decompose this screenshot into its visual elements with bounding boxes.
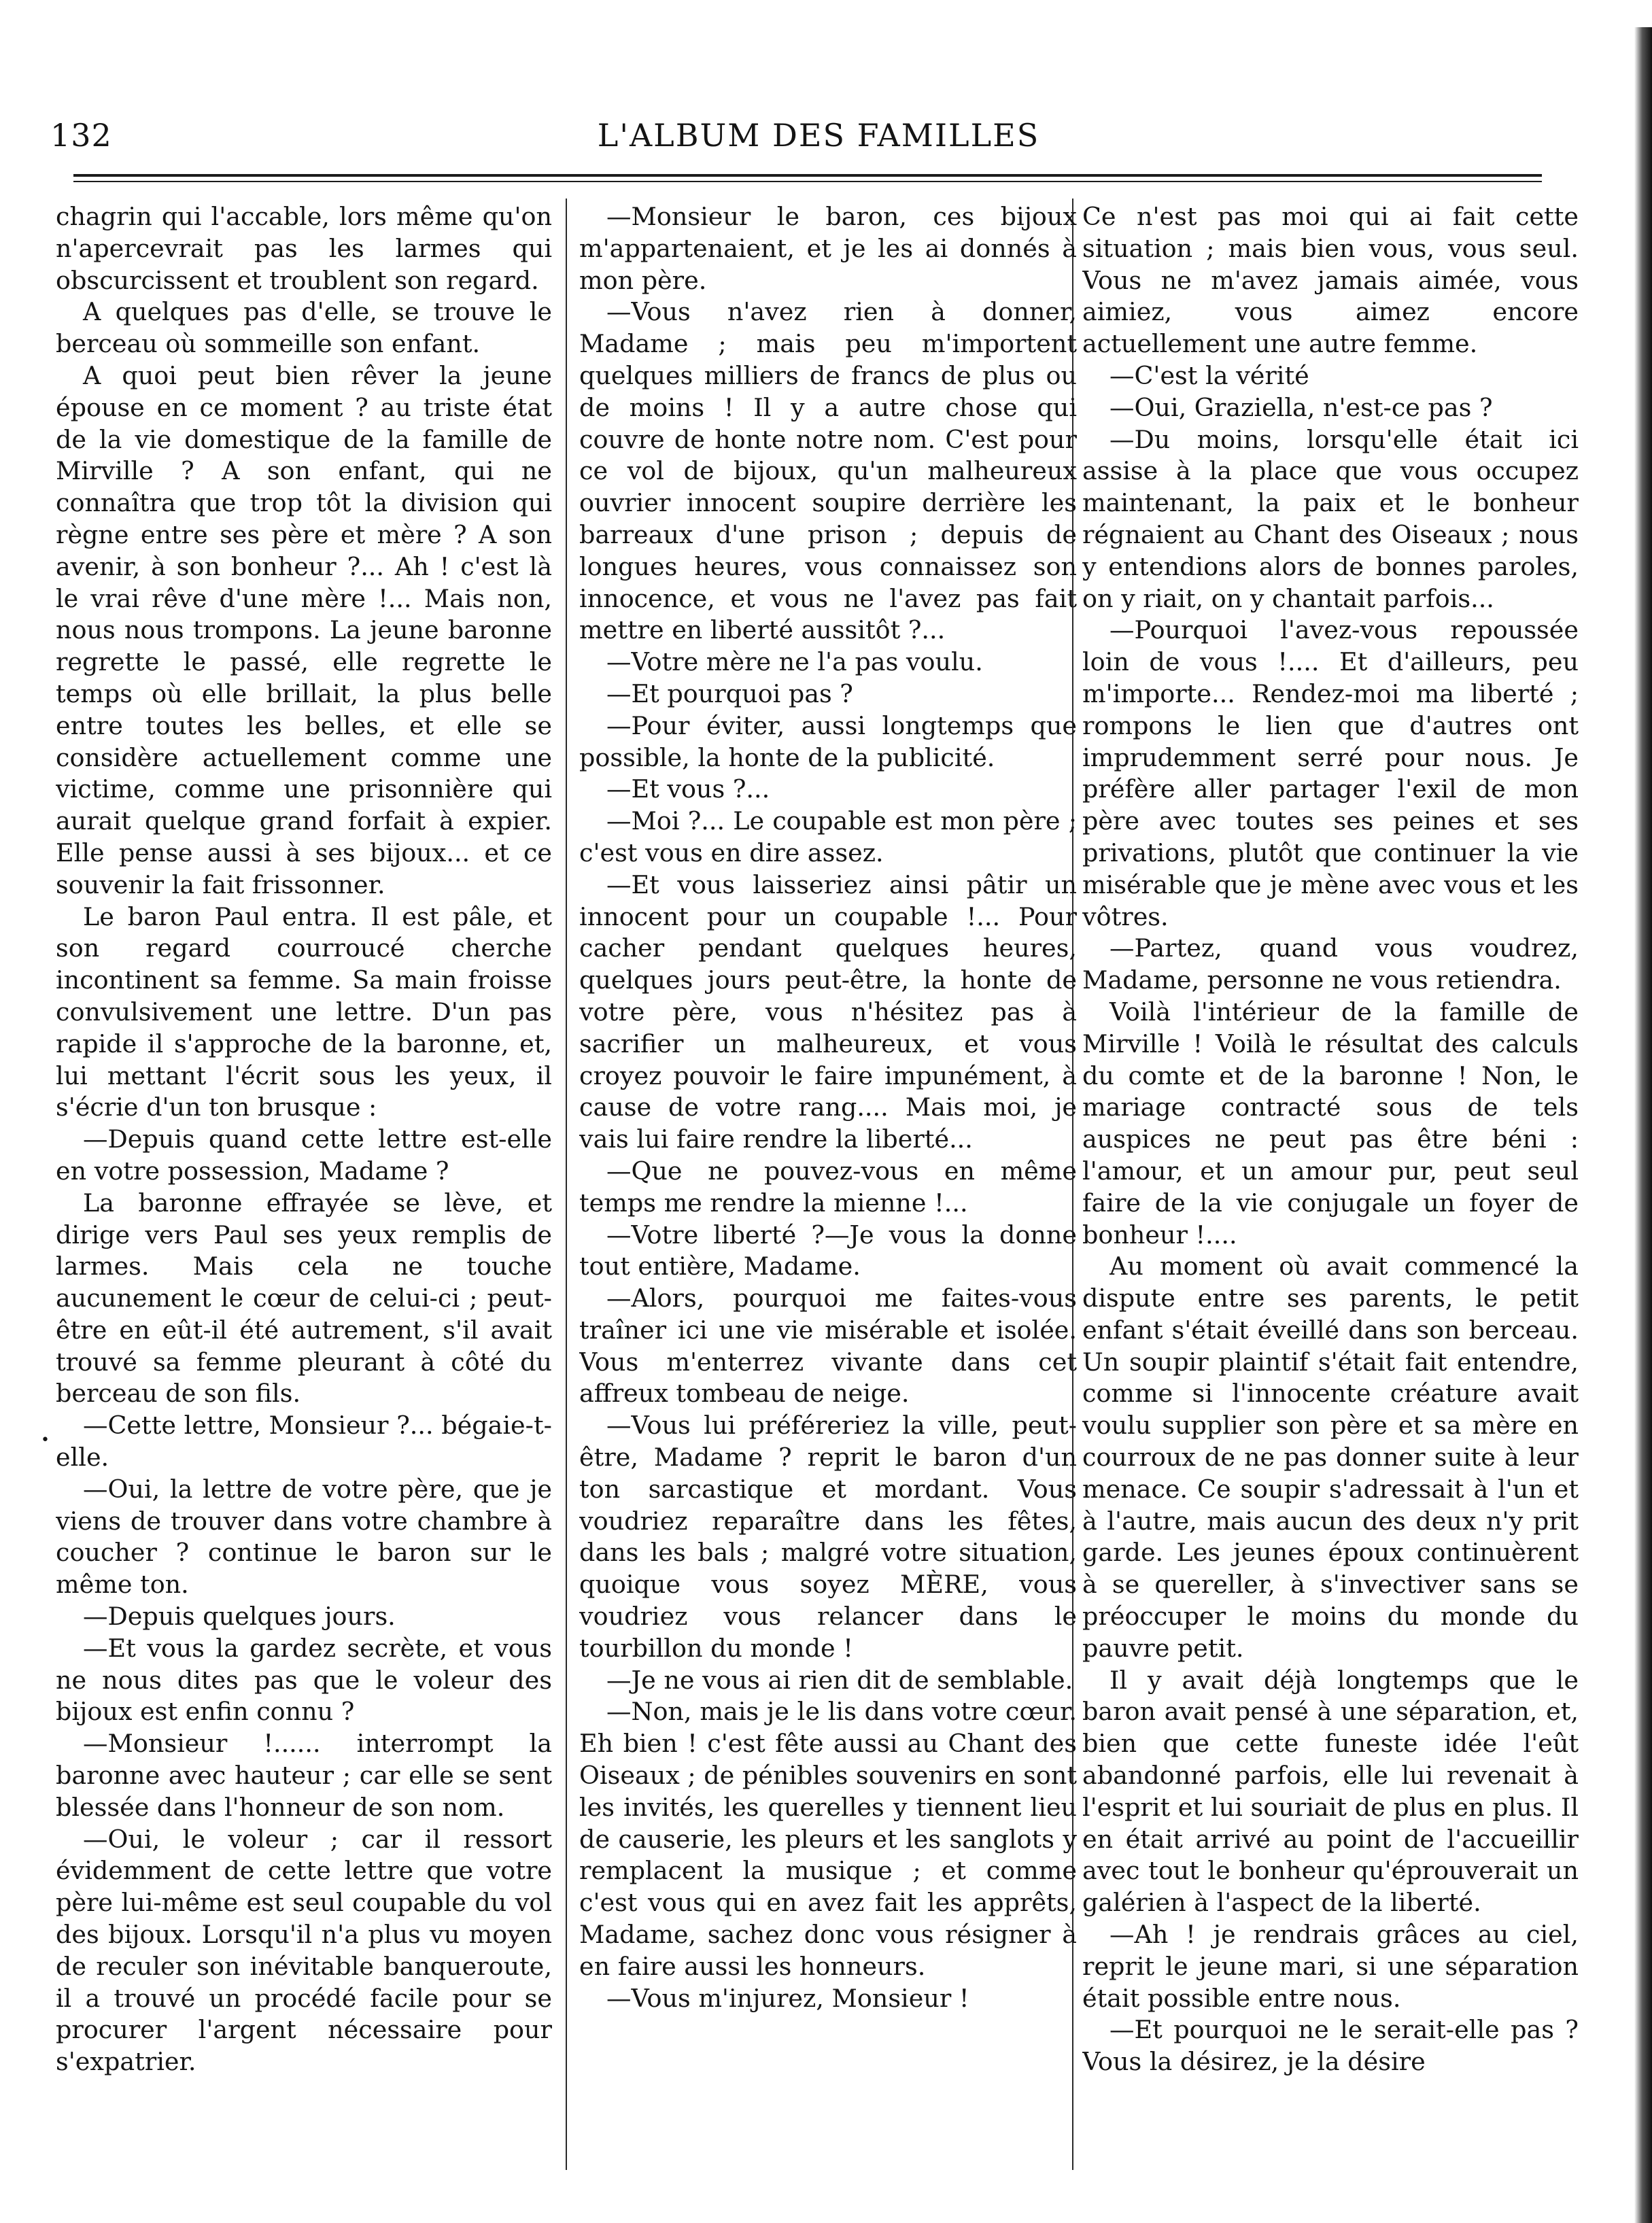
text-column-2 [579,201,1077,2173]
text-column-1 [56,201,552,2173]
paragraph: —Moi ?... Le coupable est mon père ; c'est vous en dire assez. [579,806,1077,867]
paragraph: —Oui, la lettre de votre père, que je viens de trouver dans votre chambre à coucher ? continue le baron sur le même ton. [56,1474,552,1600]
paragraph: A quoi peut bien rêver la jeune épouse en ce moment ? au triste état de la vie domestique de la famille de Mirville ? A son enfant, qui ne connaîtra que trop tôt la division qui règne entre ses père et mère ? A son avenir, à son bonheur ?... Ah ! c'est là le vrai rêve d'une mère !... Mais non, nous nous trompons. La jeune baronne regrette le passé, elle regrette le temps où elle brillait, la plus belle entre toutes les belles, et elle se considère actuellement comme une victime, comme une prisonnière qui aurait quelque grand forfait à expier. Elle pense aussi à ses bijoux... et ce souvenir la fait frissonner. [56,360,552,899]
paragraph: —Et vous la gardez secrète, et vous ne nous dites pas que le voleur des bijoux est enfin connu ? [56,1633,552,1727]
paragraph: —Monsieur le baron, ces bijoux m'appartenaient, et je les ai donnés à mon père. [579,202,1077,295]
paragraph: —Du moins, lorsqu'elle était ici assise à la place que vous occupez maintenant, la paix et le bonheur régnaient au Chant des Oiseaux ; nous y entendions alors de bonnes paroles, on y riait, on y chantait parfois... [1082,424,1579,613]
paragraph: —Votre liberté ?—Je vous la donne tout entière, Madame. [579,1220,1077,1281]
paragraph: A quelques pas d'elle, se trouve le berceau où sommeille son enfant. [56,297,552,359]
paragraph: —Alors, pourquoi me faites-vous traîner ici une vie misérable et isolée. Vous m'enterrez vivante dans cet affreux tombeau de neige. [579,1283,1077,1409]
running-title: L'ALBUM DES FAMILLES [597,117,1040,154]
paragraph: —Non, mais je le lis dans votre cœur. Eh bien ! c'est fête aussi au Chant des Oiseaux ; de pénibles souvenirs en sont les invités, les querelles y tiennent lieu de causerie, les pleurs et les sanglots y remplacent la musique ; et comme c'est vous qui en avez fait les apprêts, Madame, sachez donc vous résigner à en faire aussi les honneurs. [579,1697,1077,1981]
paragraph: Au moment où avait commencé la dispute entre ses parents, le petit enfant s'était éveillé dans son berceau. Un soupir plaintif s'était fait entendre, comme si l'innocente créature avait voulu supplier son père et sa mère en courroux de ne pas donner suite à leur menace. Ce soupir s'adressait à l'un et à l'autre, mais aucun des deux n'y prit garde. Les jeunes époux continuèrent à se quereller, à s'invectiver sans se préoccuper le moins du monde du pauvre petit. [1082,1252,1579,1663]
paragraph: —Vous m'injurez, Monsieur ! [606,1983,969,2013]
paragraph: Ce n'est pas moi qui ai fait cette situation ; mais bien vous, vous seul. Vous ne m'avez jamais aimée, vous aimiez, vous aimez encore actuellement une autre femme. [1082,202,1579,359]
page-header [50,117,1587,171]
paragraph: —Oui, le voleur ; car il ressort évidemment de cette lettre que votre père lui-même est seul coupable du vol des bijoux. Lorsqu'il n'a plus vu moyen de reculer son inévitable banqueroute, il a trouvé un procédé facile pour se procurer l'argent nécessaire pour s'expatrier. [56,1824,552,2077]
paragraph: —Monsieur !...... interrompt la baronne avec hauteur ; car elle se sent blessée dans l'honneur de son nom. [56,1729,552,1822]
paragraph: Le baron Paul entra. Il est pâle, et son regard courroucé cherche incontinent sa femme. Sa main froisse convulsivement une lettre. D'un pas rapide il s'approche de la baronne, et, lui mettant l'écrit sous les yeux, il s'écrie d'un ton brusque : [56,901,552,1122]
paragraph: —Depuis quelques jours. [83,1602,396,1632]
column-divider [566,199,567,2170]
paragraph: —Oui, Graziella, n'est-ce pas ? [1109,392,1493,422]
paragraph: —Pourquoi l'avez-vous repoussée loin de vous !.... Et d'ailleurs, peu m'importe... Rendez-moi ma liberté ; rompons le lien que d'autres ont imprudemment serré pour nous. Je préfère aller partager l'exil de mon père avec toutes ses peines et ses privations, plutôt que continuer la vie misérable que je mène avec vous et les vôtres. [1082,615,1579,931]
paragraph: chagrin qui l'accable, lors même qu'on n'apercevrait pas les larmes qui obscurcissent et troublent son regard. [56,202,552,295]
paragraph: —Cette lettre, Monsieur ?... bégaie-t-elle. [56,1411,552,1472]
header-rule-thin [73,181,1542,182]
paragraph: —Depuis quand cette lettre est-elle en votre possession, Madame ? [56,1124,552,1186]
paragraph: —Et vous laisseriez ainsi pâtir un innocent pour un coupable !... Pour cacher pendant quelques heures, quelques jours peut-être, la honte de votre père, vous n'hésitez pas à sacrifier un malheureux, et vous croyez pouvoir le faire impunément, à cause de votre rang.... Mais moi, je vais lui faire rendre la liberté... [579,869,1077,1154]
paragraph: —Et vous ?... [606,774,770,804]
text-column-3 [1082,201,1579,2173]
paragraph: —Pour éviter, aussi longtemps que possible, la honte de la publicité. [579,710,1077,772]
stray-ink-mark: • [41,1432,50,1449]
header-rule-thick [73,174,1542,177]
paragraph: —Vous lui préféreriez la ville, peut-être, Madame ? reprit le baron d'un ton sarcastique et mordant. Vous voudriez reparaître dans les fêtes, dans les bals ; malgré votre situation, quoique vous soyez MÈRE, vous voudriez vous relancer dans le tourbillon du monde ! [579,1411,1077,1663]
paragraph: Voilà l'intérieur de la famille de Mirville ! Voilà le résultat des calculs du comte et de la baronne ! Non, le mariage contracté sous de tels auspices ne peut pas être béni : l'amour, et un amour pur, peut seul faire de la vie conjugale un foyer de bonheur !.... [1082,997,1579,1250]
page-number: 132 [50,117,112,154]
page-edge-shadow [1634,27,1652,2223]
paragraph: —Partez, quand vous voudrez, Madame, personne ne vous retiendra. [1082,933,1579,995]
paragraph: —Et pourquoi ne le serait-elle pas ? Vous la désirez, je la désire [1082,2015,1579,2077]
paragraph: —C'est la vérité [1109,360,1309,390]
paragraph: Il y avait déjà longtemps que le baron avait pensé à une séparation, et, bien que cette funeste idée l'eût abandonné parfois, elle lui revenait à l'esprit et lui souriait de plus en plus. Il en était arrivé au point de l'accueillir avec tout le bonheur qu'éprouverait un galérien à l'aspect de la liberté. [1082,1665,1579,1918]
paragraph: —Vous n'avez rien à donner, Madame ; mais peu m'importent quelques milliers de francs de plus ou de moins ! Il y a autre chose qui couvre de honte notre nom. C'est pour ce vol de bijoux, qu'un malheureux ouvrier innocent soupire derrière les barreaux d'une prison ; depuis de longues heures, vous connaissez son innocence, et vous ne l'avez pas fait mettre en liberté aussitôt ?... [579,297,1077,645]
paragraph: —Et pourquoi pas ? [606,678,853,708]
paragraph: —Votre mère ne l'a pas voulu. [606,647,983,677]
paragraph: —Ah ! je rendrais grâces au ciel, reprit le jeune mari, si une séparation était possible entre nous. [1082,1920,1579,2013]
paragraph: —Je ne vous ai rien dit de semblable. [606,1665,1073,1695]
paragraph: —Que ne pouvez-vous en même temps me rendre la mienne !... [579,1156,1077,1218]
paragraph: La baronne effrayée se lève, et dirige vers Paul ses yeux remplis de larmes. Mais cela ne touche aucunement le cœur de celui-ci ; peut-être en eût-il été autrement, s'il avait trouvé sa femme pleurant à côté du berceau de son fils. [56,1188,552,1409]
